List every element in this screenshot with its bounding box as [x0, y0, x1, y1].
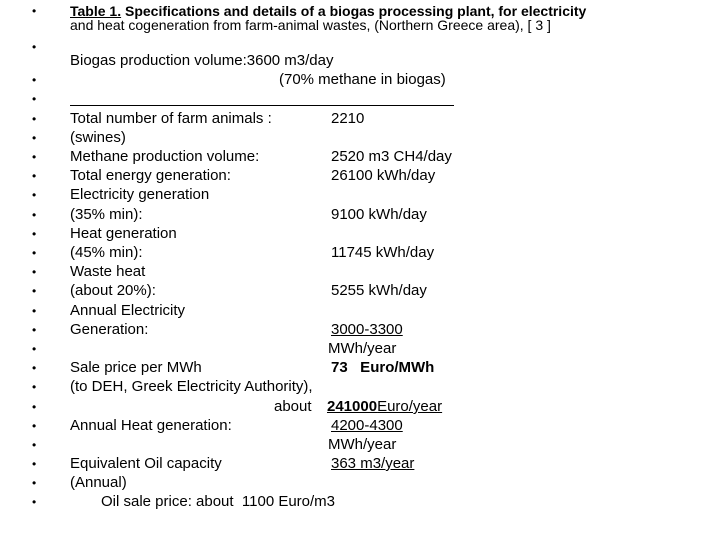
waste-heat-value: 5255 kWh/day [331, 282, 427, 299]
heat-value: 11745 kWh/day [331, 244, 435, 261]
table-label: Table 1. [70, 3, 122, 19]
animals-note: (swines) [70, 129, 126, 146]
heat-label-1: Heat generation [70, 225, 177, 242]
heat-label-2: (45% min): [70, 244, 143, 261]
sale-price-note: (to DEH, Greek Electricity Authority), [70, 378, 313, 395]
oil-capacity-value: 363 m3/year [331, 455, 415, 472]
about-label: about [274, 398, 312, 415]
bullet: • [32, 400, 37, 414]
bullet: • [32, 150, 37, 164]
oil-sale-price: Oil sale price: about 1100 Euro/m3 [101, 493, 336, 510]
bullet: • [32, 40, 37, 54]
annual-heat-value: 4200-4300 [331, 417, 403, 434]
annual-electricity-label-2: Generation: [70, 321, 149, 338]
sale-price-label: Sale price per MWh [70, 359, 202, 376]
bullet: • [32, 131, 37, 145]
methane-percentage: (70% methane in biogas) [279, 71, 446, 88]
methane-value: 2520 m3 CH4/day [331, 148, 452, 165]
revenue-unit: Euro/year [377, 398, 443, 415]
methane-label: Methane production volume: [70, 148, 260, 165]
sale-price-value: 73 Euro/MWh [331, 359, 435, 376]
annual-heat-unit: MWh/year [328, 436, 397, 453]
annual-electricity-unit: MWh/year [328, 340, 397, 357]
bullet: • [32, 438, 37, 452]
waste-heat-label-1: Waste heat [70, 263, 146, 280]
bullet: • [32, 265, 37, 279]
electricity-label-2: (35% min): [70, 206, 143, 223]
annual-electricity-value: 3000-3300 [331, 321, 403, 338]
bullet: • [32, 284, 37, 298]
animals-value: 2210 [331, 110, 365, 127]
table-title [70, 4, 586, 18]
bullet: • [32, 323, 37, 337]
bullet: • [32, 246, 37, 260]
annual-revenue [327, 399, 442, 414]
annual-heat-label: Annual Heat generation: [70, 417, 232, 434]
bullet: • [32, 457, 37, 471]
biogas-volume: Biogas production volume:3600 m3/day [70, 52, 334, 69]
annual-electricity-label-1: Annual Electricity [70, 302, 186, 319]
bullet: • [32, 73, 37, 87]
bullet: • [32, 188, 37, 202]
divider-line [70, 105, 454, 106]
bullet: • [32, 112, 37, 126]
oil-capacity-label-2: (Annual) [70, 474, 127, 491]
bullet: • [32, 92, 37, 106]
electricity-value: 9100 kWh/day [331, 206, 427, 223]
oil-capacity-label-1: Equivalent Oil capacity [70, 455, 222, 472]
bullet: • [32, 380, 37, 394]
energy-value: 26100 kWh/day [331, 167, 436, 184]
bullet: • [32, 4, 37, 18]
bullet: • [32, 476, 37, 490]
bullet: • [32, 495, 37, 509]
title-text-2: and heat cogeneration from farm-animal wastes, (Northern Greece area), [ 3 ] [70, 17, 551, 33]
energy-label: Total energy generation: [70, 167, 231, 184]
revenue-amount: 241000 [327, 398, 378, 415]
bullet: • [32, 342, 37, 356]
title-text-1: Specifications and details of a biogas processing plant, for electricity [124, 3, 587, 19]
bullet: • [32, 227, 37, 241]
bullet: • [32, 169, 37, 183]
bullet: • [32, 208, 37, 222]
bullet: • [32, 419, 37, 433]
bullet: • [32, 361, 37, 375]
waste-heat-label-2: (about 20%): [70, 282, 156, 299]
electricity-label-1: Electricity generation [70, 186, 210, 203]
bullet: • [32, 304, 37, 318]
animals-label: Total number of farm animals : [70, 110, 272, 127]
